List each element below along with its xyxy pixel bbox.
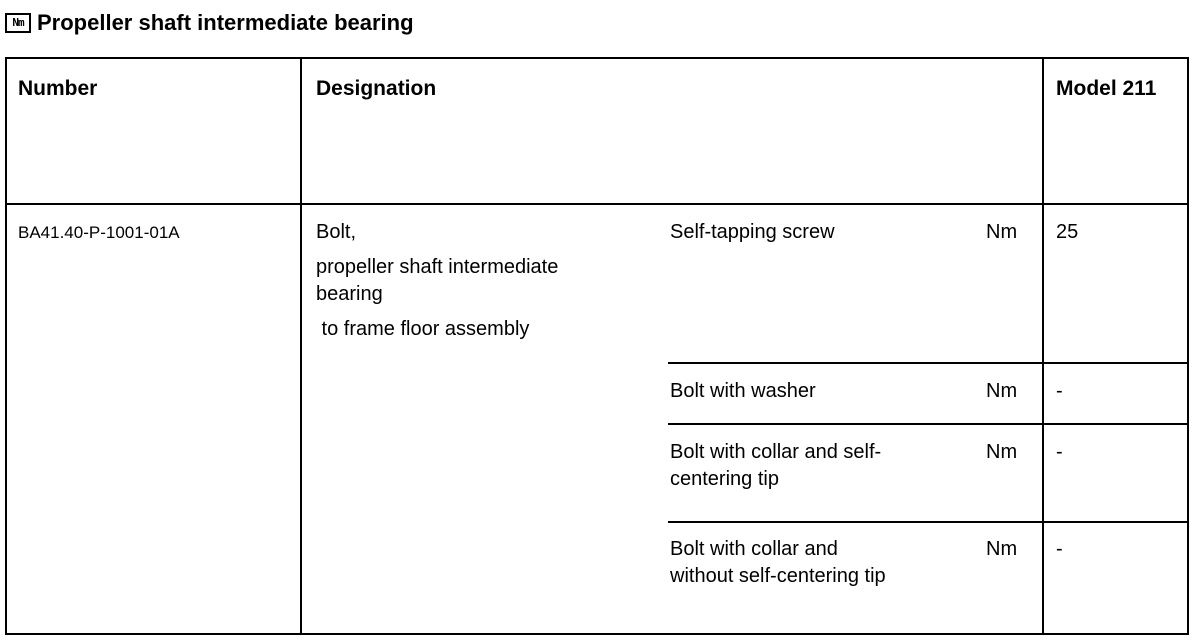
col-divider-model	[1042, 59, 1044, 633]
fastener-unit: Nm	[986, 441, 1018, 463]
torque-value: -	[1056, 441, 1063, 463]
fastener-label	[670, 219, 835, 246]
torque-value: -	[1056, 538, 1063, 560]
header-number: Number	[18, 77, 98, 100]
col-divider-number	[300, 59, 302, 633]
torque-value: -	[1056, 380, 1063, 402]
designation-line-4: to frame floor assembly	[316, 318, 530, 340]
torque-value: 25	[1056, 221, 1079, 243]
designation-text	[316, 219, 646, 343]
fastener-unit: Nm	[986, 221, 1018, 243]
page-title: Propeller shaft intermediate bearing	[37, 10, 414, 35]
fastener-label-line: Bolt with washer	[670, 380, 816, 402]
fastener-label	[670, 378, 816, 405]
designation-line-2: propeller shaft intermediate	[316, 256, 559, 278]
header-designation: Designation	[316, 77, 437, 100]
designation-line-3: bearing	[316, 283, 383, 305]
fastener-label	[670, 536, 886, 590]
fastener-label-line: Self-tapping screw	[670, 221, 835, 243]
part-number: BA41.40-P-1001-01A	[18, 223, 180, 242]
fastener-divider-1	[668, 362, 1187, 364]
title-row	[5, 8, 414, 38]
fastener-divider-2	[668, 423, 1187, 425]
fastener-unit: Nm	[986, 538, 1018, 560]
fastener-label-line: centering tip	[670, 468, 779, 490]
fastener-label-line: Bolt with collar and	[670, 538, 838, 560]
torque-nm-icon: Nm	[5, 13, 31, 33]
fastener-divider-3	[668, 521, 1187, 523]
header-model: Model 211	[1056, 77, 1157, 100]
fastener-label-line: without self-centering tip	[670, 565, 886, 587]
fastener-unit: Nm	[986, 380, 1018, 402]
torque-table	[5, 57, 1189, 635]
header-divider	[7, 203, 1187, 205]
fastener-label-line: Bolt with collar and self-	[670, 441, 882, 463]
fastener-label	[670, 439, 881, 493]
designation-line-1: Bolt,	[316, 221, 357, 243]
